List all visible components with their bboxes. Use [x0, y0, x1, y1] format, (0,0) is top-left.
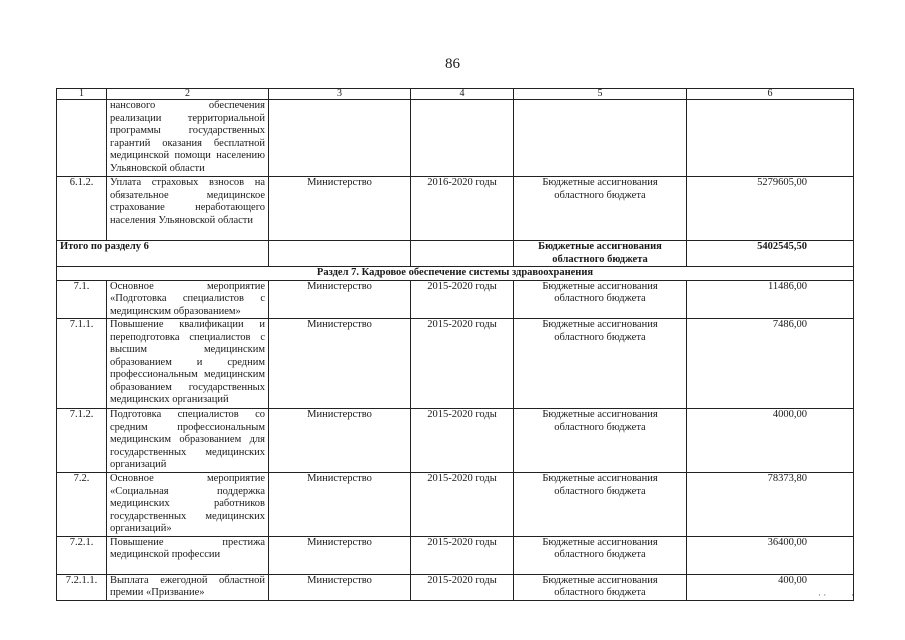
- funding-source: Бюджетные ассигнования областного бюджета: [514, 536, 687, 574]
- executor: Министерство: [269, 536, 411, 574]
- funding-source: Бюджетные ассигнования областного бюджета: [514, 319, 687, 409]
- amount: 11486,00: [687, 280, 854, 319]
- measure-name: нансового обеспечения реализации территориальной программы государственных гарантий оказания бесплатной медицинской помощи населению Ульяновской области: [107, 100, 269, 177]
- period: 2015-2020 годы: [411, 536, 514, 574]
- row-number: 7.1.: [57, 280, 107, 319]
- funding-source: Бюджетные ассигнования областного бюджета: [514, 241, 687, 267]
- measure-name: Основное мероприятие «Социальная поддержка медицинских работников государственных медицинских организаций»: [107, 473, 269, 537]
- table-row: [57, 536, 854, 574]
- section-row: [57, 267, 854, 281]
- table-row: [57, 177, 854, 241]
- total-amount: 5402545,50: [687, 241, 854, 267]
- page-number: 86: [445, 56, 460, 72]
- column-number-header: 6: [687, 89, 854, 100]
- row-number: 7.2.1.1.: [57, 574, 107, 600]
- funding-source: Бюджетные ассигнования областного бюджета: [514, 574, 687, 600]
- table-row: [57, 100, 854, 177]
- executor: Министерство: [269, 574, 411, 600]
- amount: 7486,00: [687, 319, 854, 409]
- amount: 5279605,00: [687, 177, 854, 241]
- budget-table: [56, 88, 854, 601]
- row-number: 6.1.2.: [57, 177, 107, 241]
- period: 2015-2020 годы: [411, 473, 514, 537]
- period: [411, 100, 514, 177]
- executor: Министерство: [269, 280, 411, 319]
- executor: Министерство: [269, 409, 411, 473]
- funding-source: Бюджетные ассигнования областного бюджета: [514, 473, 687, 537]
- row-number: 7.2.1.: [57, 536, 107, 574]
- period: 2015-2020 годы: [411, 280, 514, 319]
- table-row: [57, 319, 854, 409]
- column-number-header: 1: [57, 89, 107, 100]
- amount: 78373,80: [687, 473, 854, 537]
- funding-source: Бюджетные ассигнования областного бюджета: [514, 280, 687, 319]
- row-number: [57, 100, 107, 177]
- period: 2015-2020 годы: [411, 409, 514, 473]
- funding-source: Бюджетные ассигнования областного бюджета: [514, 409, 687, 473]
- total-label: Итого по разделу 6: [57, 241, 269, 267]
- measure-name: Уплата страховых взносов на обязательное медицинское страхование неработающего населения Ульяновской области: [107, 177, 269, 241]
- amount: 4000,00: [687, 409, 854, 473]
- measure-name: Выплата ежегодной областной премии «Призвание»: [107, 574, 269, 600]
- table-row: [57, 280, 854, 319]
- table-row: [57, 574, 854, 600]
- column-number-header: 4: [411, 89, 514, 100]
- period: 2016-2020 годы: [411, 177, 514, 241]
- measure-name: Повышение престижа медицинской профессии: [107, 536, 269, 574]
- column-number-header: 2: [107, 89, 269, 100]
- measure-name: Подготовка специалистов со средним профессиональным медицинским образованием для государственных медицинских организаций: [107, 409, 269, 473]
- funding-source: Бюджетные ассигнования областного бюджета: [514, 177, 687, 241]
- executor: Министерство: [269, 319, 411, 409]
- table-header-row: [57, 89, 854, 100]
- row-number: 7.1.1.: [57, 319, 107, 409]
- row-number: 7.1.2.: [57, 409, 107, 473]
- total-row: [57, 241, 854, 267]
- amount: 400,00: [687, 574, 854, 600]
- period: 2015-2020 годы: [411, 319, 514, 409]
- column-number-header: 5: [514, 89, 687, 100]
- amount: 36400,00: [687, 536, 854, 574]
- table-row: [57, 473, 854, 537]
- measure-name: Повышение квалификации и переподготовка специалистов с высшим медицинским образованием и средним профессиональным медицинским образованием государственных медицинских организаций: [107, 319, 269, 409]
- measure-name: Основное мероприятие «Подготовка специалистов с медицинским образованием»: [107, 280, 269, 319]
- period: 2015-2020 годы: [411, 574, 514, 600]
- funding-source: [514, 100, 687, 177]
- section-title: Раздел 7. Кадровое обеспечение системы здравоохранения: [57, 267, 854, 281]
- amount: [687, 100, 854, 177]
- column-number-header: 3: [269, 89, 411, 100]
- row-number: 7.2.: [57, 473, 107, 537]
- executor: [269, 100, 411, 177]
- scan-marks: · · ·: [818, 590, 854, 600]
- executor: Министерство: [269, 177, 411, 241]
- executor: Министерство: [269, 473, 411, 537]
- table-row: [57, 409, 854, 473]
